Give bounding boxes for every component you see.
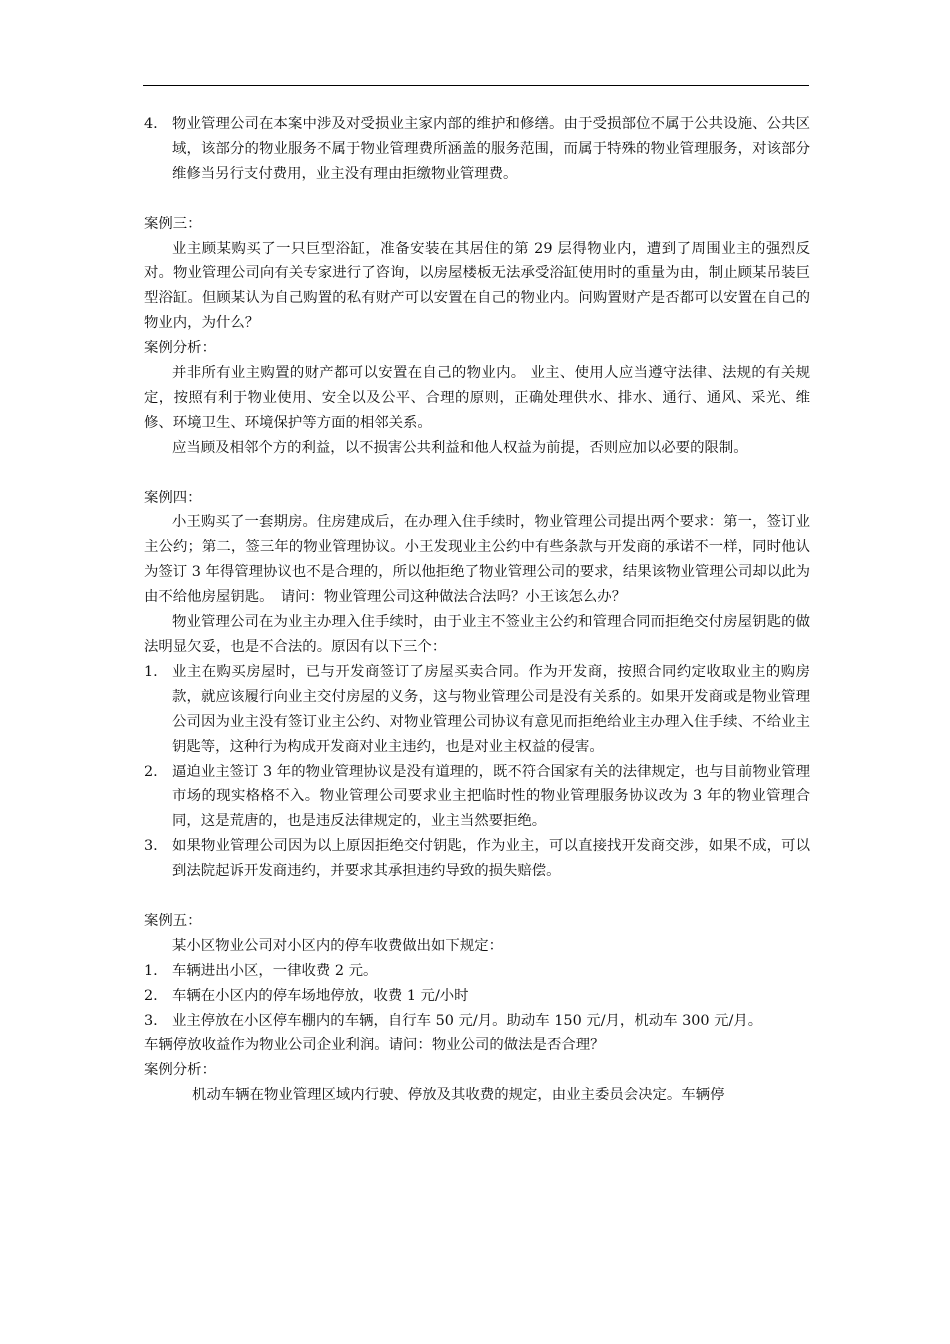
list-text: 如果物业管理公司因为以上原因拒绝交付钥匙，作为业主，可以直接找开发商交涉，如果不成，可以到法院起诉开发商违约，并要求其承担违约导致的损失赔偿。 — [172, 838, 810, 880]
case3-analysis-paragraph-2: 应当顾及相邻个方的利益，以不损害公共利益和他人权益为前提，否则应加以必要的限制。 — [172, 439, 748, 456]
list-text: 车辆在小区内的停车场地停放，收费 1 元/小时 — [172, 987, 469, 1004]
list-text: 业主在购买房屋时，已与开发商签订了房屋买卖合同。作为开发商，按照合同约定收取业主的购房款，就应该履行向业主交付房屋的义务，这与物业管理公司是没有关系的。如果开发商或是物业管理公司因为业主没有签订业主公约、对物业管理公司协议有意见而拒绝给业主办理入住手续、不给业主钥匙等，这种行为构成开发商对业主违约，也是对业主权益的侵害。 — [172, 663, 810, 755]
spacer — [144, 187, 810, 212]
list-item — [144, 1009, 810, 1034]
list-number: 3. — [144, 838, 158, 855]
case3-analysis-label: 案例分析： — [144, 340, 216, 357]
list-number: 1. — [144, 663, 158, 680]
list-text: 物业管理公司在本案中涉及对受损业主家内部的维护和修缮。由于受损部位不属于公共设施、公共区域，该部分的物业服务不属于物业管理费所涵盖的服务范围，而属于特殊的物业管理服务，对该部分维修当另行支付费用，业主没有理由拒缴物业管理费。 — [172, 116, 810, 182]
case5-analysis-text: 机动车辆在物业管理区域内行驶、停放及其收费的规定，由业主委员会决定。车辆停 — [192, 1087, 725, 1104]
list-number: 2. — [144, 987, 158, 1004]
list-number: 4. — [144, 116, 158, 132]
case3-analysis-paragraph-1: 并非所有业主购置的财产都可以安置在自己的物业内。 业主、使用人应当遵守法律、法规的有关规定，按照有利于物业使用、安全以及公平、合理的原则，正确处理供水、排水、通行、通风、采光、维修、环境卫生、环境保护等方面的相邻关系。 — [144, 365, 810, 431]
list-number: 1. — [144, 962, 158, 979]
list-number: 3. — [144, 1012, 158, 1029]
list-item — [144, 760, 810, 835]
list-item — [144, 834, 810, 884]
header-rule — [143, 85, 809, 86]
list-item-4 — [144, 112, 810, 187]
list-text: 逼迫业主签订 3 年的物业管理协议是没有道理的，既不符合国家有关的法律规定，也与目前物业管理市场的现实格格不入。物业管理公司要求业主把临时性的物业管理服务协议改为 3 年的物业管理合同，这是荒唐的，也是违反法律规定的，业主当然要拒绝。 — [172, 763, 810, 830]
spacer — [144, 461, 810, 486]
document-body — [144, 112, 810, 1108]
list-item — [144, 984, 810, 1009]
list-item — [144, 660, 810, 760]
case3-title: 案例三： — [144, 215, 202, 232]
list-item — [144, 959, 810, 984]
list-text: 车辆进出小区，一律收费 2 元。 — [172, 962, 378, 979]
case5-title: 案例五： — [144, 912, 202, 929]
spacer — [144, 884, 810, 909]
case4-question: 小王购买了一套期房。住房建成后，在办理入住手续时，物业管理公司提出两个要求：第一，签订业主公约；第二，签三年的物业管理协议。小王发现业主公约中有些条款与开发商的承诺不一样，同时他认为签订 3 年得管理协议也不是合理的，所以他拒绝了物业管理公司的要求，结果该物业管理公司却以此为由不给他房屋钥匙。 请问：物业管理公司这种做法合法吗？小王该怎么办？ — [144, 514, 810, 606]
case5-intro: 某小区物业公司对小区内的停车收费做出如下规定： — [172, 937, 503, 954]
case5-analysis-label: 案例分析： — [144, 1062, 216, 1079]
case4-answer-intro: 物业管理公司在为业主办理入住手续时，由于业主不签业主公约和管理合同而拒绝交付房屋钥匙的做法明显欠妥，也是不合法的。原因有以下三个： — [144, 614, 810, 655]
list-number: 2. — [144, 763, 158, 780]
case5-question: 车辆停放收益作为物业公司企业利润。请问：物业公司的做法是否合理？ — [144, 1037, 605, 1054]
case3-question: 业主顾某购买了一只巨型浴缸，准备安装在其居住的第 29 层得物业内，遭到了周围业主的强烈反对。物业管理公司向有关专家进行了咨询，以房屋楼板无法承受浴缸使用时的重量为由，制止顾某吊装巨型浴缸。但顾某认为自己购置的私有财产可以安置在自己的物业内。问购置财产是否都可以安置在自己的物业内，为什么？ — [144, 240, 810, 332]
case4-title: 案例四： — [144, 489, 202, 506]
list-text: 业主停放在小区停车棚内的车辆，自行车 50 元/月。助动车 150 元/月，机动车 300 元/月。 — [172, 1012, 763, 1029]
